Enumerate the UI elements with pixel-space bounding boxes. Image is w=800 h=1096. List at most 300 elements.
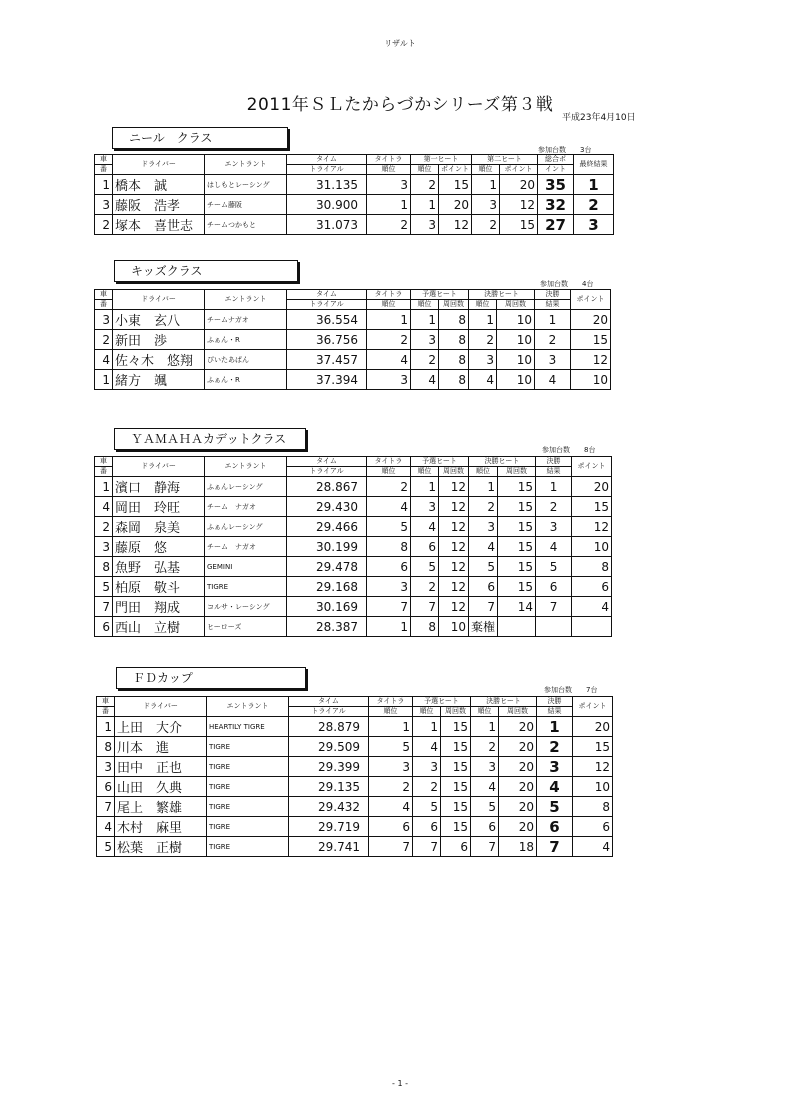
driver-name: 魚野 弘基 [113, 557, 205, 577]
heat1-rank: 7 [411, 597, 439, 617]
result-col10: 10 [572, 537, 612, 557]
time-trial-rank: 7 [367, 597, 411, 617]
heat2-rank: 6 [471, 817, 499, 837]
header-col9-2: イント [538, 165, 574, 175]
header-heat2-a: 順位 [469, 300, 497, 310]
heat1-value: 12 [439, 215, 472, 235]
table-row [97, 837, 613, 857]
heat2-rank: 3 [471, 757, 499, 777]
time-trial-rank: 4 [367, 497, 411, 517]
heat2-value: 12 [500, 195, 538, 215]
heat1-value: 15 [441, 797, 471, 817]
heat2-rank: 3 [472, 195, 500, 215]
time-trial-rank: 1 [367, 310, 411, 330]
class-title-fd-cup: ＦＤカップ [116, 667, 306, 689]
page-number: - 1 - [392, 1079, 408, 1088]
heat1-rank: 7 [413, 837, 441, 857]
header-heat2-b: 周回数 [499, 707, 537, 717]
header-driver: ドライバー [115, 697, 207, 717]
header-car-no: 車 [95, 155, 113, 165]
heat1-rank: 3 [411, 497, 439, 517]
car-number: 1 [95, 175, 113, 195]
driver-name: 尾上 繁雄 [115, 797, 207, 817]
result-col9: 7 [537, 837, 573, 857]
header-time-2: トライアル [287, 300, 367, 310]
header-heat1-a: 順位 [411, 165, 439, 175]
heat1-rank: 5 [413, 797, 441, 817]
entry-count-fd-cup: 参加台数 7台 [544, 686, 598, 694]
car-number: 4 [95, 350, 113, 370]
result-col9: 1 [537, 717, 573, 737]
heat1-rank: 2 [413, 777, 441, 797]
header-col10: ポイント [571, 290, 611, 310]
car-number: 2 [95, 517, 113, 537]
header-heat2-b: ポイント [500, 165, 538, 175]
result-col9: 5 [537, 797, 573, 817]
car-number: 3 [95, 195, 113, 215]
header-car-no-2: 番 [97, 707, 115, 717]
result-col10: 4 [573, 837, 613, 857]
heat2-value: 18 [499, 837, 537, 857]
header-heat2: 決勝ヒート [471, 697, 537, 707]
heat1-value: 12 [439, 557, 469, 577]
time-trial: 28.387 [287, 617, 367, 637]
heat2-value: 10 [497, 310, 535, 330]
heat1-value: 15 [441, 757, 471, 777]
heat2-value: 14 [498, 597, 536, 617]
heat1-rank: 4 [411, 370, 439, 390]
entrant-name: チーム ナガオ [205, 537, 287, 557]
entrant-name: TIGRE [207, 837, 289, 857]
header-car-no-2: 番 [95, 300, 113, 310]
car-number: 3 [97, 757, 115, 777]
entrant-name: ぴいたあぱん [205, 350, 287, 370]
heat2-value: 15 [498, 577, 536, 597]
entrant-name: GEMINI [205, 557, 287, 577]
time-trial: 29.168 [287, 577, 367, 597]
heat2-rank: 1 [469, 477, 498, 497]
result-col10: 8 [573, 797, 613, 817]
heat1-value: 12 [439, 517, 469, 537]
heat1-rank: 6 [413, 817, 441, 837]
driver-name: 濱口 静海 [113, 477, 205, 497]
entrant-name: TIGRE [207, 777, 289, 797]
header-time-trial-rank: タイトラ [367, 290, 411, 300]
entrant-name: ふぁん・R [205, 330, 287, 350]
result-col9: 2 [535, 330, 571, 350]
result-col9: 6 [537, 817, 573, 837]
header-heat2-b: 周回数 [498, 467, 536, 477]
time-trial-rank: 2 [367, 330, 411, 350]
time-trial: 29.719 [289, 817, 369, 837]
driver-name: 木村 麻里 [115, 817, 207, 837]
header-car-no: 車 [95, 290, 113, 300]
table-row [95, 175, 614, 195]
header-heat2-a: 順位 [469, 467, 498, 477]
heat2-value: 15 [498, 497, 536, 517]
heat2-value: 15 [498, 517, 536, 537]
result-col10: 12 [572, 517, 612, 537]
header-heat1-a: 順位 [413, 707, 441, 717]
header-heat1-b: 周回数 [441, 707, 471, 717]
time-trial: 29.430 [287, 497, 367, 517]
class-title-yamaha-cadet: ＹＡＭＡＨＡカデットクラス [114, 428, 306, 450]
driver-name: 門田 翔成 [113, 597, 205, 617]
time-trial-rank: 1 [367, 617, 411, 637]
heat2-rank: 1 [472, 175, 500, 195]
header-car-no-2: 番 [95, 467, 113, 477]
header-car-no: 車 [97, 697, 115, 707]
result-col9: 5 [536, 557, 572, 577]
heat2-value: 10 [497, 330, 535, 350]
driver-name: 藤阪 浩孝 [113, 195, 205, 215]
table-row [95, 577, 612, 597]
heat1-rank: 3 [411, 330, 439, 350]
driver-name: 新田 渉 [113, 330, 205, 350]
header-heat1: 第一ヒート [411, 155, 472, 165]
table-row [95, 477, 612, 497]
header-time: タイム [289, 697, 369, 707]
table-row [95, 497, 612, 517]
driver-name: 山田 久典 [115, 777, 207, 797]
heat2-rank: 4 [469, 537, 498, 557]
table-row [95, 557, 612, 577]
result-col10: 8 [572, 557, 612, 577]
heat1-value: 8 [439, 350, 469, 370]
time-trial: 29.399 [289, 757, 369, 777]
heat2-value: 20 [499, 797, 537, 817]
heat1-value: 15 [441, 737, 471, 757]
time-trial-rank: 3 [367, 577, 411, 597]
time-trial: 36.756 [287, 330, 367, 350]
header-time-trial-rank-2: 順位 [367, 467, 411, 477]
time-trial: 28.879 [289, 717, 369, 737]
time-trial: 29.509 [289, 737, 369, 757]
entrant-name: ふぁんレーシング [205, 477, 287, 497]
entrant-name: TIGRE [207, 737, 289, 757]
heat1-rank: 4 [413, 737, 441, 757]
heat2-rank: 1 [469, 310, 497, 330]
header-col9: 総合ポ [538, 155, 574, 165]
heat1-rank: 2 [411, 350, 439, 370]
header-heat1-b: ポイント [439, 165, 472, 175]
header-time-trial-rank-2: 順位 [367, 165, 411, 175]
result-col10: 15 [571, 330, 611, 350]
header-heat1: 予選ヒート [411, 290, 469, 300]
result-col9: 3 [537, 757, 573, 777]
header-col9-2: 結果 [535, 300, 571, 310]
car-number: 8 [95, 557, 113, 577]
entrant-name: ヒーローズ [205, 617, 287, 637]
event-date: 平成23年4月10日 [562, 113, 636, 123]
result-col9: 4 [535, 370, 571, 390]
heat1-value: 8 [439, 310, 469, 330]
table-row [97, 777, 613, 797]
driver-name: 小東 玄八 [113, 310, 205, 330]
result-col9 [536, 617, 572, 637]
header-time-2: トライアル [287, 165, 367, 175]
time-trial: 37.457 [287, 350, 367, 370]
table-row [97, 797, 613, 817]
result-col9: 2 [537, 737, 573, 757]
header-driver: ドライバー [113, 155, 205, 175]
header-entrant: エントラント [205, 457, 287, 477]
header-heat2: 決勝ヒート [469, 290, 535, 300]
entry-count-kids: 参加台数 4台 [540, 280, 594, 288]
heat2-rank: 2 [471, 737, 499, 757]
heat2-rank: 3 [469, 350, 497, 370]
heat1-rank: 5 [411, 557, 439, 577]
class-title-neil: ニール クラス [112, 127, 288, 149]
time-trial: 36.554 [287, 310, 367, 330]
entrant-name: チームつかもと [205, 215, 287, 235]
heat1-value: 12 [439, 477, 469, 497]
heat1-value: 12 [439, 537, 469, 557]
heat1-value: 8 [439, 370, 469, 390]
table-row [97, 817, 613, 837]
time-trial: 28.867 [287, 477, 367, 497]
table-row [95, 617, 612, 637]
header-col10: 最終結果 [574, 155, 614, 175]
heat2-value: 20 [499, 817, 537, 837]
car-number: 6 [95, 617, 113, 637]
header-heat2-a: 順位 [472, 165, 500, 175]
header-col9-2: 結果 [537, 707, 573, 717]
class-title-kids: キッズクラス [114, 260, 298, 282]
header-col9-2: 結果 [536, 467, 572, 477]
heat2-value: 15 [500, 215, 538, 235]
driver-name: 柏原 敬斗 [113, 577, 205, 597]
entrant-name: ふぁん・R [205, 370, 287, 390]
heat1-rank: 1 [413, 717, 441, 737]
car-number: 3 [95, 310, 113, 330]
driver-name: 塚本 喜世志 [113, 215, 205, 235]
result-col10: 20 [572, 477, 612, 497]
result-col9: 4 [537, 777, 573, 797]
table-row [95, 597, 612, 617]
time-trial-rank: 8 [367, 537, 411, 557]
time-trial-rank: 4 [367, 350, 411, 370]
time-trial: 29.135 [289, 777, 369, 797]
results-table [94, 289, 611, 390]
page-title: 2011年ＳＬたからづかシリーズ第３戦 [246, 95, 554, 115]
heat1-value: 10 [439, 617, 469, 637]
heat2-rank: 2 [472, 215, 500, 235]
header-col9: 決勝 [536, 457, 572, 467]
car-number: 4 [97, 817, 115, 837]
table-row [95, 215, 614, 235]
heat2-value: 20 [499, 757, 537, 777]
car-number: 6 [97, 777, 115, 797]
time-trial: 37.394 [287, 370, 367, 390]
heat1-value: 20 [439, 195, 472, 215]
result-col9: 35 [538, 175, 574, 195]
heat2-rank: 5 [469, 557, 498, 577]
header-heat2-a: 順位 [471, 707, 499, 717]
header-car-no: 車 [95, 457, 113, 467]
header-col10: ポイント [573, 697, 613, 717]
entry-count-yamaha-cadet: 参加台数 8台 [542, 446, 596, 454]
result-col9: 4 [536, 537, 572, 557]
heat1-rank: 8 [411, 617, 439, 637]
header-heat1: 予選ヒート [413, 697, 471, 707]
table-row [95, 310, 611, 330]
heat1-value: 6 [441, 837, 471, 857]
time-trial-rank: 5 [367, 517, 411, 537]
driver-name: 松葉 正樹 [115, 837, 207, 857]
driver-name: 藤原 悠 [113, 537, 205, 557]
time-trial: 29.741 [289, 837, 369, 857]
heat2-value: 15 [498, 477, 536, 497]
header-note: リザルト [384, 39, 416, 48]
heat1-value: 12 [439, 597, 469, 617]
header-heat1-a: 順位 [411, 300, 439, 310]
result-col10: 15 [573, 737, 613, 757]
header-time: タイム [287, 155, 367, 165]
result-col10 [572, 617, 612, 637]
heat2-value: 15 [498, 537, 536, 557]
car-number: 2 [95, 215, 113, 235]
driver-name: 森岡 泉美 [113, 517, 205, 537]
results-table [96, 696, 613, 857]
heat1-value: 8 [439, 330, 469, 350]
heat2-rank: 7 [471, 837, 499, 857]
result-col10: 20 [571, 310, 611, 330]
time-trial-rank: 7 [369, 837, 413, 857]
heat1-rank: 1 [411, 310, 439, 330]
entrant-name: コルサ・レーシング [205, 597, 287, 617]
table-row [95, 330, 611, 350]
result-col10: 15 [572, 497, 612, 517]
heat1-rank: 3 [411, 215, 439, 235]
heat1-rank: 2 [411, 577, 439, 597]
result-col9: 1 [536, 477, 572, 497]
entrant-name: TIGRE [207, 757, 289, 777]
heat1-rank: 1 [411, 477, 439, 497]
result-col9: 1 [535, 310, 571, 330]
time-trial-rank: 3 [367, 175, 411, 195]
header-col9: 決勝 [535, 290, 571, 300]
heat1-value: 15 [441, 717, 471, 737]
heat2-value [498, 617, 536, 637]
result-col9: 27 [538, 215, 574, 235]
entrant-name: チーム藤阪 [205, 195, 287, 215]
table-row [97, 717, 613, 737]
table-row [95, 195, 614, 215]
heat2-rank: 4 [471, 777, 499, 797]
result-col10: 6 [573, 817, 613, 837]
result-col10: 1 [574, 175, 614, 195]
time-trial: 30.199 [287, 537, 367, 557]
heat2-rank: 1 [471, 717, 499, 737]
heat2-rank: 5 [471, 797, 499, 817]
results-table [94, 154, 614, 235]
header-driver: ドライバー [113, 290, 205, 310]
driver-name: 西山 立樹 [113, 617, 205, 637]
heat1-rank: 1 [411, 195, 439, 215]
heat1-value: 15 [441, 777, 471, 797]
heat1-value: 15 [439, 175, 472, 195]
heat2-value: 15 [498, 557, 536, 577]
car-number: 5 [97, 837, 115, 857]
time-trial-rank: 6 [367, 557, 411, 577]
header-time-trial-rank: タイトラ [369, 697, 413, 707]
result-col10: 2 [574, 195, 614, 215]
result-col10: 20 [573, 717, 613, 737]
heat1-rank: 4 [411, 517, 439, 537]
time-trial: 29.478 [287, 557, 367, 577]
time-trial: 29.432 [289, 797, 369, 817]
entrant-name: ふぁんレーシング [205, 517, 287, 537]
header-heat1-b: 周回数 [439, 467, 469, 477]
heat1-value: 15 [441, 817, 471, 837]
heat1-rank: 6 [411, 537, 439, 557]
header-entrant: エントラント [207, 697, 289, 717]
heat2-value: 20 [499, 737, 537, 757]
heat2-value: 20 [499, 777, 537, 797]
time-trial-rank: 2 [367, 215, 411, 235]
time-trial: 29.466 [287, 517, 367, 537]
table-row [95, 370, 611, 390]
driver-name: 岡田 玲旺 [113, 497, 205, 517]
time-trial-rank: 3 [369, 757, 413, 777]
results-table [94, 456, 612, 637]
driver-name: 緒方 颯 [113, 370, 205, 390]
car-number: 8 [97, 737, 115, 757]
heat2-rank: 7 [469, 597, 498, 617]
header-time-2: トライアル [287, 467, 367, 477]
heat2-rank: 6 [469, 577, 498, 597]
car-number: 7 [95, 597, 113, 617]
car-number: 2 [95, 330, 113, 350]
result-col10: 10 [573, 777, 613, 797]
header-heat2-b: 周回数 [497, 300, 535, 310]
header-heat1-b: 周回数 [439, 300, 469, 310]
car-number: 3 [95, 537, 113, 557]
table-row [97, 737, 613, 757]
driver-name: 上田 大介 [115, 717, 207, 737]
header-heat2: 第二ヒート [472, 155, 538, 165]
table-row [97, 757, 613, 777]
header-heat1: 予選ヒート [411, 457, 469, 467]
table-row [95, 517, 612, 537]
result-col9: 2 [536, 497, 572, 517]
entrant-name: TIGRE [207, 797, 289, 817]
time-trial-rank: 6 [369, 817, 413, 837]
time-trial-rank: 3 [367, 370, 411, 390]
header-col10: ポイント [572, 457, 612, 477]
header-time: タイム [287, 457, 367, 467]
header-time-trial-rank-2: 順位 [367, 300, 411, 310]
result-col10: 12 [573, 757, 613, 777]
entrant-name: チーム ナガオ [205, 497, 287, 517]
heat2-value: 10 [497, 350, 535, 370]
heat2-rank: 2 [469, 330, 497, 350]
heat1-rank: 2 [411, 175, 439, 195]
table-row [95, 350, 611, 370]
driver-name: 橋本 誠 [113, 175, 205, 195]
header-time-2: トライアル [289, 707, 369, 717]
heat2-rank: 3 [469, 517, 498, 537]
table-row [95, 537, 612, 557]
car-number: 1 [95, 477, 113, 497]
time-trial-rank: 5 [369, 737, 413, 757]
heat2-value: 10 [497, 370, 535, 390]
heat2-rank: 4 [469, 370, 497, 390]
time-trial-rank: 2 [367, 477, 411, 497]
header-driver: ドライバー [113, 457, 205, 477]
heat2-rank: 棄権 [469, 617, 498, 637]
